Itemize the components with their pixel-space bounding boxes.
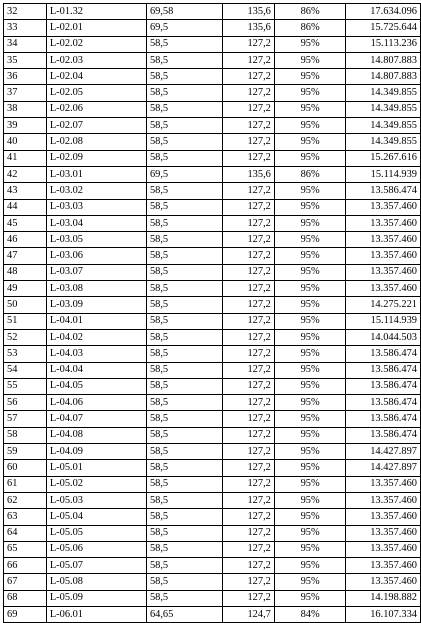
area-cell-secondary: 127,2: [223, 541, 275, 557]
table-row: [4, 313, 421, 329]
area-cell: 58,5: [146, 476, 222, 492]
area-cell-secondary: 127,2: [223, 85, 275, 101]
area-cell: 58,5: [146, 558, 222, 574]
table-row: [4, 20, 421, 36]
price-cell: 14.349.855: [346, 85, 421, 101]
area-cell-secondary: 135,6: [223, 20, 275, 36]
area-cell-secondary: 127,2: [223, 378, 275, 394]
row-number-cell: 39: [4, 118, 47, 134]
row-number-cell: 41: [4, 150, 47, 166]
table-row: [4, 215, 421, 231]
area-cell: 58,5: [146, 346, 222, 362]
row-number-cell: 69: [4, 606, 47, 622]
unit-code-cell: L-06.01: [46, 606, 146, 622]
area-cell-secondary: 127,2: [223, 199, 275, 215]
unit-code-cell: L-02.01: [46, 20, 146, 36]
area-cell-secondary: 127,2: [223, 313, 275, 329]
percentage-cell: 95%: [274, 183, 346, 199]
unit-code-cell: L-05.03: [46, 492, 146, 508]
row-number-cell: 53: [4, 346, 47, 362]
area-cell-secondary: 127,2: [223, 101, 275, 117]
area-cell: 58,5: [146, 492, 222, 508]
percentage-cell: 95%: [274, 378, 346, 394]
row-number-cell: 40: [4, 134, 47, 150]
price-cell: 14.427.897: [346, 444, 421, 460]
unit-code-cell: L-02.06: [46, 101, 146, 117]
area-cell: 58,5: [146, 36, 222, 52]
area-cell: 58,5: [146, 232, 222, 248]
table-row: [4, 541, 421, 557]
area-cell: 69,5: [146, 20, 222, 36]
area-cell: 58,5: [146, 313, 222, 329]
row-number-cell: 63: [4, 509, 47, 525]
percentage-cell: 95%: [274, 232, 346, 248]
unit-code-cell: L-05.01: [46, 460, 146, 476]
row-number-cell: 55: [4, 378, 47, 394]
row-number-cell: 33: [4, 20, 47, 36]
percentage-cell: 95%: [274, 215, 346, 231]
table-row: [4, 362, 421, 378]
row-number-cell: 52: [4, 329, 47, 345]
area-cell-secondary: 127,2: [223, 395, 275, 411]
table-row: [4, 574, 421, 590]
unit-code-cell: L-04.05: [46, 378, 146, 394]
row-number-cell: 38: [4, 101, 47, 117]
area-cell: 58,5: [146, 525, 222, 541]
table-row: [4, 52, 421, 68]
unit-code-cell: L-02.03: [46, 52, 146, 68]
unit-code-cell: L-04.01: [46, 313, 146, 329]
area-cell: 58,5: [146, 248, 222, 264]
unit-code-cell: L-03.03: [46, 199, 146, 215]
table-row: [4, 606, 421, 622]
area-cell: 64,65: [146, 606, 222, 622]
percentage-cell: 95%: [274, 444, 346, 460]
area-cell: 69,58: [146, 4, 222, 20]
price-cell: 13.586.474: [346, 362, 421, 378]
price-cell: 13.586.474: [346, 183, 421, 199]
area-cell: 58,5: [146, 52, 222, 68]
area-cell: 58,5: [146, 85, 222, 101]
percentage-cell: 95%: [274, 85, 346, 101]
percentage-cell: 95%: [274, 476, 346, 492]
unit-code-cell: L-02.08: [46, 134, 146, 150]
price-cell: 14.349.855: [346, 101, 421, 117]
row-number-cell: 62: [4, 492, 47, 508]
percentage-cell: 86%: [274, 20, 346, 36]
row-number-cell: 34: [4, 36, 47, 52]
area-cell-secondary: 127,2: [223, 150, 275, 166]
price-cell: 15.113.236: [346, 36, 421, 52]
table-row: [4, 101, 421, 117]
area-cell: 58,5: [146, 329, 222, 345]
percentage-cell: 95%: [274, 101, 346, 117]
percentage-cell: 95%: [274, 362, 346, 378]
percentage-cell: 84%: [274, 606, 346, 622]
area-cell-secondary: 127,2: [223, 264, 275, 280]
area-cell-secondary: 127,2: [223, 69, 275, 85]
area-cell-secondary: 127,2: [223, 232, 275, 248]
price-cell: 15.114.939: [346, 313, 421, 329]
area-cell-secondary: 127,2: [223, 183, 275, 199]
area-cell: 58,5: [146, 150, 222, 166]
area-cell-secondary: 127,2: [223, 492, 275, 508]
price-cell: 16.107.334: [346, 606, 421, 622]
price-cell: 14.198.882: [346, 590, 421, 606]
unit-code-cell: L-03.04: [46, 215, 146, 231]
area-cell: 58,5: [146, 395, 222, 411]
row-number-cell: 65: [4, 541, 47, 557]
area-cell-secondary: 127,2: [223, 281, 275, 297]
area-cell: 58,5: [146, 101, 222, 117]
percentage-cell: 95%: [274, 541, 346, 557]
table-row: [4, 525, 421, 541]
percentage-cell: 95%: [274, 411, 346, 427]
price-cell: 14.349.855: [346, 118, 421, 134]
area-cell-secondary: 127,2: [223, 590, 275, 606]
unit-code-cell: L-05.04: [46, 509, 146, 525]
area-cell-secondary: 124,7: [223, 606, 275, 622]
unit-code-cell: L-05.02: [46, 476, 146, 492]
unit-code-cell: L-02.02: [46, 36, 146, 52]
area-cell: 58,5: [146, 444, 222, 460]
area-cell-secondary: 127,2: [223, 509, 275, 525]
percentage-cell: 95%: [274, 281, 346, 297]
percentage-cell: 95%: [274, 427, 346, 443]
price-cell: 13.357.460: [346, 264, 421, 280]
row-number-cell: 51: [4, 313, 47, 329]
price-cell: 13.357.460: [346, 232, 421, 248]
price-cell: 13.586.474: [346, 378, 421, 394]
row-number-cell: 49: [4, 281, 47, 297]
table-row: [4, 118, 421, 134]
unit-code-cell: L-02.04: [46, 69, 146, 85]
unit-code-cell: L-01.32: [46, 4, 146, 20]
area-cell-secondary: 127,2: [223, 215, 275, 231]
percentage-cell: 95%: [274, 395, 346, 411]
percentage-cell: 95%: [274, 36, 346, 52]
table-row: [4, 232, 421, 248]
price-cell: 15.114.939: [346, 166, 421, 182]
row-number-cell: 59: [4, 444, 47, 460]
area-cell: 58,5: [146, 215, 222, 231]
area-cell-secondary: 127,2: [223, 297, 275, 313]
table-row: [4, 166, 421, 182]
area-cell: 69,5: [146, 166, 222, 182]
area-cell: 58,5: [146, 590, 222, 606]
row-number-cell: 68: [4, 590, 47, 606]
area-cell-secondary: 127,2: [223, 558, 275, 574]
area-cell-secondary: 135,6: [223, 4, 275, 20]
table-row: [4, 36, 421, 52]
row-number-cell: 58: [4, 427, 47, 443]
unit-code-cell: L-02.05: [46, 85, 146, 101]
table-body: [4, 4, 421, 623]
price-cell: 13.357.460: [346, 215, 421, 231]
area-cell: 58,5: [146, 460, 222, 476]
table-row: [4, 69, 421, 85]
area-cell: 58,5: [146, 69, 222, 85]
area-cell-secondary: 127,2: [223, 525, 275, 541]
area-cell-secondary: 127,2: [223, 118, 275, 134]
row-number-cell: 42: [4, 166, 47, 182]
percentage-cell: 95%: [274, 329, 346, 345]
percentage-cell: 95%: [274, 150, 346, 166]
percentage-cell: 95%: [274, 313, 346, 329]
area-cell: 58,5: [146, 183, 222, 199]
price-cell: 14.427.897: [346, 460, 421, 476]
row-number-cell: 61: [4, 476, 47, 492]
table-row: [4, 492, 421, 508]
percentage-cell: 86%: [274, 4, 346, 20]
table-row: [4, 85, 421, 101]
table-row: [4, 346, 421, 362]
table-row: [4, 378, 421, 394]
area-cell: 58,5: [146, 362, 222, 378]
area-cell: 58,5: [146, 541, 222, 557]
row-number-cell: 64: [4, 525, 47, 541]
row-number-cell: 32: [4, 4, 47, 20]
percentage-cell: 95%: [274, 199, 346, 215]
unit-code-cell: L-05.05: [46, 525, 146, 541]
table-row: [4, 411, 421, 427]
row-number-cell: 57: [4, 411, 47, 427]
percentage-cell: 95%: [274, 590, 346, 606]
price-cell: 13.357.460: [346, 476, 421, 492]
area-cell: 58,5: [146, 297, 222, 313]
percentage-cell: 95%: [274, 460, 346, 476]
unit-code-cell: L-04.07: [46, 411, 146, 427]
unit-code-cell: L-04.02: [46, 329, 146, 345]
price-cell: 13.357.460: [346, 248, 421, 264]
price-cell: 13.586.474: [346, 395, 421, 411]
row-number-cell: 56: [4, 395, 47, 411]
percentage-cell: 95%: [274, 118, 346, 134]
price-cell: 14.044.503: [346, 329, 421, 345]
unit-code-cell: L-05.06: [46, 541, 146, 557]
table-row: [4, 329, 421, 345]
percentage-cell: 95%: [274, 574, 346, 590]
price-cell: 13.357.460: [346, 492, 421, 508]
unit-code-cell: L-04.08: [46, 427, 146, 443]
price-cell: 13.357.460: [346, 574, 421, 590]
price-cell: 13.586.474: [346, 411, 421, 427]
area-cell: 58,5: [146, 199, 222, 215]
table-row: [4, 150, 421, 166]
area-cell-secondary: 127,2: [223, 329, 275, 345]
percentage-cell: 95%: [274, 264, 346, 280]
area-cell-secondary: 127,2: [223, 411, 275, 427]
row-number-cell: 67: [4, 574, 47, 590]
unit-code-cell: L-03.01: [46, 166, 146, 182]
area-cell-secondary: 127,2: [223, 460, 275, 476]
percentage-cell: 95%: [274, 558, 346, 574]
area-cell-secondary: 127,2: [223, 134, 275, 150]
table-row: [4, 558, 421, 574]
area-cell: 58,5: [146, 427, 222, 443]
percentage-cell: 95%: [274, 346, 346, 362]
row-number-cell: 44: [4, 199, 47, 215]
data-table: [3, 3, 421, 623]
unit-code-cell: L-04.03: [46, 346, 146, 362]
row-number-cell: 46: [4, 232, 47, 248]
row-number-cell: 60: [4, 460, 47, 476]
table-row: [4, 509, 421, 525]
percentage-cell: 86%: [274, 166, 346, 182]
unit-code-cell: L-02.07: [46, 118, 146, 134]
unit-code-cell: L-03.07: [46, 264, 146, 280]
table-row: [4, 248, 421, 264]
table-row: [4, 297, 421, 313]
area-cell-secondary: 127,2: [223, 427, 275, 443]
price-cell: 14.807.883: [346, 52, 421, 68]
area-cell: 58,5: [146, 509, 222, 525]
area-cell-secondary: 127,2: [223, 476, 275, 492]
price-cell: 13.357.460: [346, 509, 421, 525]
price-cell: 13.357.460: [346, 281, 421, 297]
unit-code-cell: L-04.09: [46, 444, 146, 460]
percentage-cell: 95%: [274, 248, 346, 264]
table-row: [4, 183, 421, 199]
area-cell-secondary: 127,2: [223, 36, 275, 52]
price-cell: 13.586.474: [346, 427, 421, 443]
price-cell: 15.267.616: [346, 150, 421, 166]
percentage-cell: 95%: [274, 509, 346, 525]
percentage-cell: 95%: [274, 69, 346, 85]
unit-code-cell: L-03.09: [46, 297, 146, 313]
price-cell: 14.349.855: [346, 134, 421, 150]
table-row: [4, 134, 421, 150]
row-number-cell: 43: [4, 183, 47, 199]
area-cell-secondary: 127,2: [223, 52, 275, 68]
table-row: [4, 395, 421, 411]
table-row: [4, 199, 421, 215]
area-cell: 58,5: [146, 574, 222, 590]
area-cell: 58,5: [146, 134, 222, 150]
area-cell-secondary: 127,2: [223, 362, 275, 378]
price-cell: 15.725.644: [346, 20, 421, 36]
area-cell: 58,5: [146, 281, 222, 297]
unit-code-cell: L-04.06: [46, 395, 146, 411]
table-row: [4, 427, 421, 443]
table-row: [4, 460, 421, 476]
price-cell: 17.634.096: [346, 4, 421, 20]
table-row: [4, 4, 421, 20]
area-cell-secondary: 135,6: [223, 166, 275, 182]
unit-code-cell: L-05.07: [46, 558, 146, 574]
price-cell: 13.586.474: [346, 346, 421, 362]
unit-code-cell: L-02.09: [46, 150, 146, 166]
area-cell: 58,5: [146, 264, 222, 280]
unit-code-cell: L-03.06: [46, 248, 146, 264]
row-number-cell: 36: [4, 69, 47, 85]
row-number-cell: 48: [4, 264, 47, 280]
percentage-cell: 95%: [274, 297, 346, 313]
table-row: [4, 444, 421, 460]
percentage-cell: 95%: [274, 492, 346, 508]
row-number-cell: 66: [4, 558, 47, 574]
row-number-cell: 45: [4, 215, 47, 231]
price-cell: 13.357.460: [346, 558, 421, 574]
area-cell-secondary: 127,2: [223, 346, 275, 362]
unit-code-cell: L-03.02: [46, 183, 146, 199]
percentage-cell: 95%: [274, 134, 346, 150]
percentage-cell: 95%: [274, 525, 346, 541]
area-cell-secondary: 127,2: [223, 444, 275, 460]
row-number-cell: 54: [4, 362, 47, 378]
area-cell-secondary: 127,2: [223, 248, 275, 264]
area-cell: 58,5: [146, 118, 222, 134]
table-row: [4, 281, 421, 297]
area-cell: 58,5: [146, 378, 222, 394]
row-number-cell: 50: [4, 297, 47, 313]
unit-code-cell: L-05.09: [46, 590, 146, 606]
unit-code-cell: L-03.05: [46, 232, 146, 248]
row-number-cell: 47: [4, 248, 47, 264]
unit-code-cell: L-05.08: [46, 574, 146, 590]
price-cell: 13.357.460: [346, 525, 421, 541]
percentage-cell: 95%: [274, 52, 346, 68]
row-number-cell: 35: [4, 52, 47, 68]
price-cell: 13.357.460: [346, 199, 421, 215]
row-number-cell: 37: [4, 85, 47, 101]
table-row: [4, 590, 421, 606]
table-row: [4, 264, 421, 280]
unit-code-cell: L-04.04: [46, 362, 146, 378]
area-cell: 58,5: [146, 411, 222, 427]
price-cell: 14.807.883: [346, 69, 421, 85]
price-cell: 14.275.221: [346, 297, 421, 313]
area-cell-secondary: 127,2: [223, 574, 275, 590]
price-cell: 13.357.460: [346, 541, 421, 557]
table-row: [4, 476, 421, 492]
unit-code-cell: L-03.08: [46, 281, 146, 297]
